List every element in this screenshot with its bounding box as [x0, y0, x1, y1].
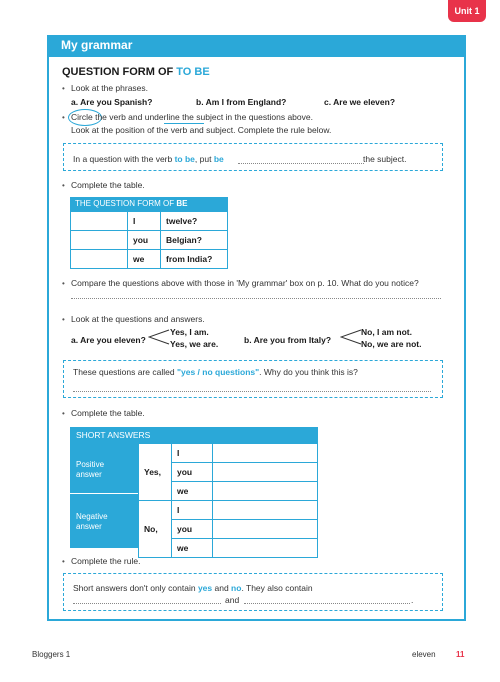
- table2-header: SHORT ANSWERS: [70, 427, 318, 443]
- table-cell-subject: we: [172, 482, 213, 501]
- phrase-a: a. Are you Spanish?: [71, 97, 153, 107]
- instruction-complete-table-2: Complete the table.: [71, 408, 145, 418]
- branch-arrow-icon: [340, 328, 362, 346]
- answer-line[interactable]: [71, 298, 441, 299]
- rule1-be: be: [213, 154, 224, 164]
- unit-tab: Unit 1: [448, 0, 486, 22]
- table-cell-rest: twelve?: [161, 212, 228, 231]
- table-blank-cell[interactable]: [213, 482, 318, 501]
- table-blank-cell[interactable]: [213, 539, 318, 558]
- table1-header-pre: THE QUESTION FORM OF: [75, 199, 177, 208]
- underline-word: underline: [144, 112, 180, 122]
- underline-mark: [164, 123, 204, 124]
- instruction-look-qa: Look at the questions and answers.: [71, 314, 205, 324]
- branch-arrow-icon: [148, 328, 170, 346]
- rule1-pre: In a question with the verb: [73, 154, 175, 164]
- bullet-dot: •: [62, 409, 65, 418]
- table1-header-be: BE: [176, 199, 188, 208]
- table-cell-subject: we: [172, 539, 213, 558]
- rule1-text: [73, 154, 224, 164]
- instruction-position: Look at the position of the verb and subject. Complete the rule below.: [71, 125, 332, 135]
- instruction-compare: Compare the questions above with those in 'My grammar' box on p. 10. What do you notice?: [71, 278, 419, 288]
- table-cell-subject: you: [172, 520, 213, 539]
- question-b: b. Are you from Italy?: [244, 335, 332, 345]
- answer-a-yes-1: Yes, I am.: [170, 327, 209, 337]
- table-cell-yes: Yes,: [139, 444, 172, 501]
- question-a: a. Are you eleven?: [71, 335, 146, 345]
- bullet-dot: •: [62, 315, 65, 324]
- answer-line[interactable]: [73, 603, 221, 604]
- answer-line[interactable]: [244, 603, 410, 604]
- bullet-dot: •: [62, 181, 65, 190]
- rule2-line2-end: .: [411, 595, 414, 605]
- table-cell-rest: Belgian?: [161, 231, 228, 250]
- table-cell-no: No,: [139, 501, 172, 558]
- table-cell-subject: you: [172, 463, 213, 482]
- bullet-dot: •: [62, 557, 65, 566]
- instruction-look-phrases: Look at the phrases.: [71, 83, 149, 93]
- answer-a-yes-2: Yes, we are.: [170, 339, 219, 349]
- table1: [70, 211, 228, 269]
- table1-header: [70, 197, 228, 211]
- rule2-yes: yes: [197, 583, 213, 593]
- rule2-post: . They also contain: [241, 583, 313, 593]
- yesno-post: . Why do you think this is?: [259, 367, 358, 377]
- footer-page-word: eleven: [412, 650, 436, 659]
- phrase-c: c. Are we eleven?: [324, 97, 396, 107]
- rule1-mid: , put: [194, 154, 214, 164]
- table-blank-cell[interactable]: [213, 463, 318, 482]
- bullet-dot: •: [62, 279, 65, 288]
- answer-b-no-2: No, we are not.: [361, 339, 422, 349]
- section-title-part2: TO BE: [176, 66, 210, 78]
- table-cell-subject: you: [128, 231, 161, 250]
- table-cell-subject: I: [172, 444, 213, 463]
- answer-line[interactable]: [238, 163, 364, 164]
- rule2-no: no: [231, 583, 242, 593]
- phrase-b: b. Am I from England?: [196, 97, 287, 107]
- table-row: [71, 250, 228, 269]
- negative-label: Negative answer: [76, 512, 108, 531]
- table-blank-cell[interactable]: [213, 501, 318, 520]
- table-row: [139, 444, 318, 463]
- table-blank-cell[interactable]: [71, 250, 128, 269]
- table-cell-subject: we: [128, 250, 161, 269]
- footer-book-title: Bloggers 1: [32, 650, 71, 659]
- positive-label: Positive answer: [76, 460, 105, 479]
- footer-page-number: 11: [456, 650, 465, 659]
- section-title-part1: QUESTION FORM OF: [62, 66, 177, 78]
- rule1-end: the subject.: [363, 154, 407, 164]
- instruction-end: the subject in the questions above.: [179, 112, 313, 122]
- instruction-complete-rule: Complete the rule.: [71, 556, 141, 566]
- table-row: [71, 231, 228, 250]
- instruction-circle: [71, 112, 313, 122]
- table-blank-cell[interactable]: [213, 444, 318, 463]
- answer-b-no-1: No, I am not.: [361, 327, 412, 337]
- table-cell-subject: I: [172, 501, 213, 520]
- yesno-text: [73, 367, 358, 377]
- section-title: [62, 66, 210, 78]
- bullet-dot: •: [62, 113, 65, 122]
- table-row: [139, 501, 318, 520]
- table-blank-cell[interactable]: [71, 231, 128, 250]
- panel-title: My grammar: [61, 38, 133, 52]
- yesno-term: "yes / no questions": [176, 367, 260, 377]
- yesno-box: [63, 360, 443, 398]
- table-blank-cell[interactable]: [71, 212, 128, 231]
- table2: [138, 443, 318, 558]
- rule2-pre: Short answers don't only contain: [73, 583, 198, 593]
- rule1-tobe: to be: [174, 154, 195, 164]
- rule2-and: and: [212, 583, 232, 593]
- rule2-line2-and: and: [225, 595, 240, 605]
- yesno-pre: These questions are called: [73, 367, 177, 377]
- table-row: [71, 212, 228, 231]
- circle-word: Circle: [71, 112, 93, 122]
- instruction-complete-table: Complete the table.: [71, 180, 145, 190]
- instruction-mid: the verb and: [92, 112, 145, 122]
- table-cell-rest: from India?: [161, 250, 228, 269]
- table-cell-subject: I: [128, 212, 161, 231]
- bullet-dot: •: [62, 84, 65, 93]
- answer-line[interactable]: [73, 391, 431, 392]
- table-blank-cell[interactable]: [213, 520, 318, 539]
- rule2-text: [73, 583, 313, 593]
